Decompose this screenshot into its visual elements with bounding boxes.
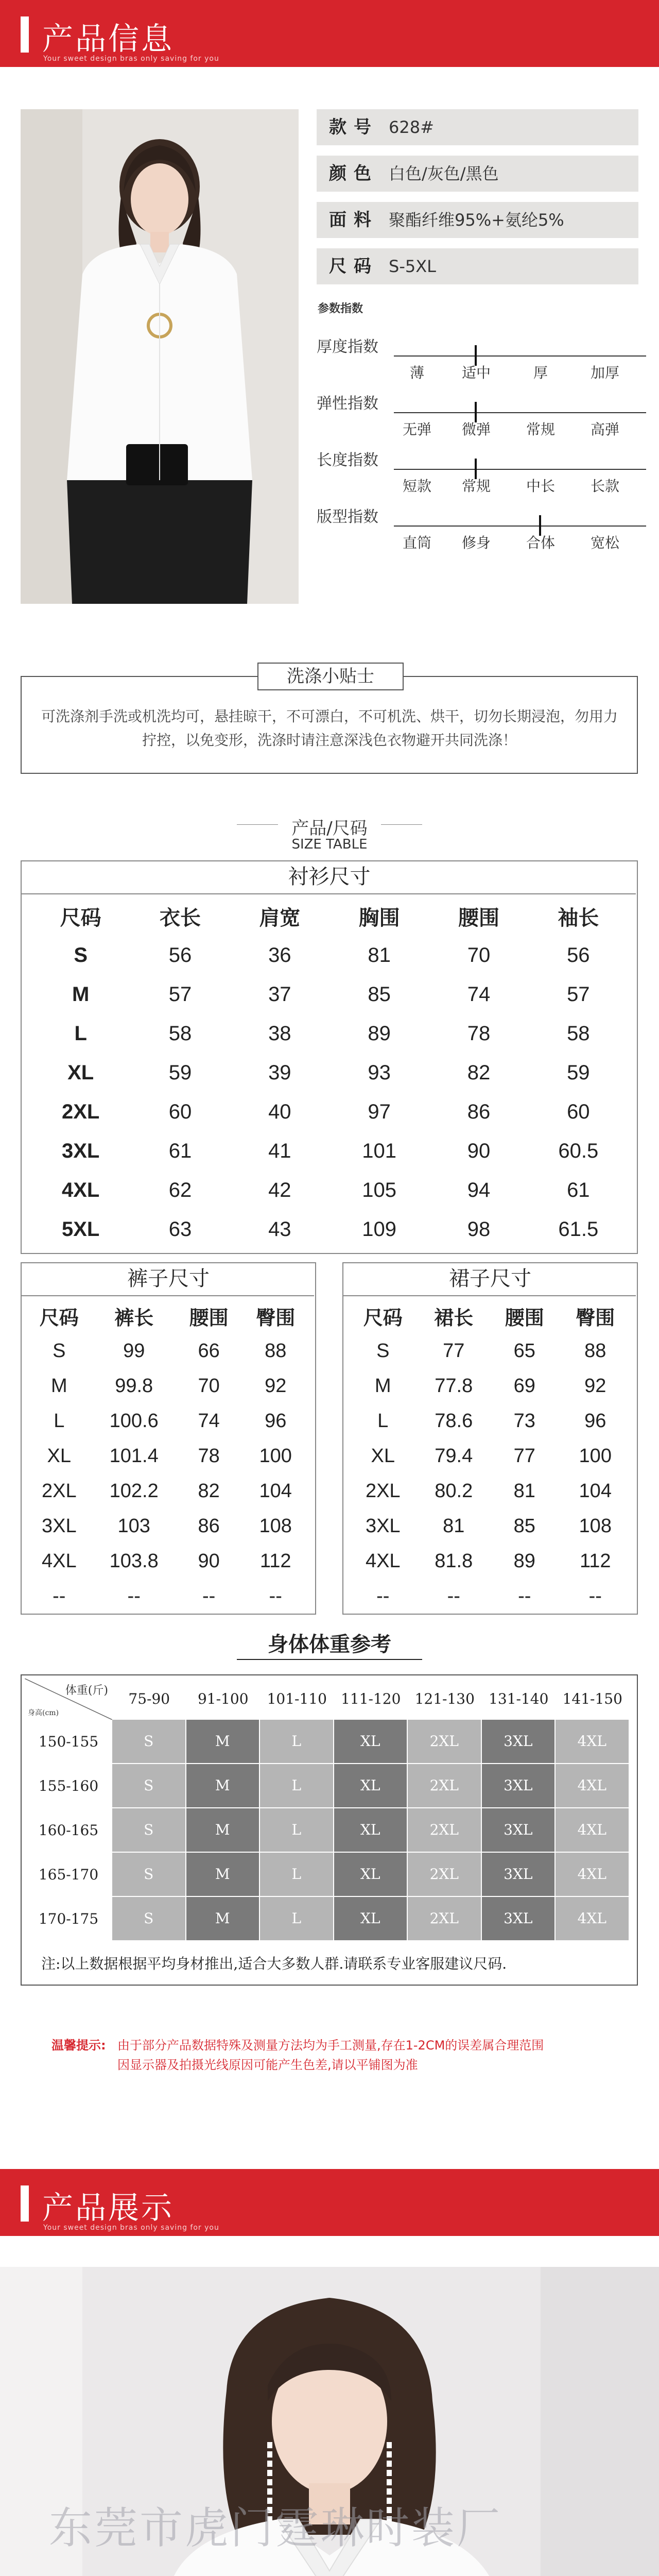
weight-range-header: 111-120 [341, 1690, 401, 1707]
size-cell: M [186, 1720, 259, 1763]
size-cell: L [260, 1764, 333, 1807]
table-cell: 92 [584, 1375, 606, 1397]
index-scale-line [394, 412, 646, 413]
weight-range-header: 131-140 [489, 1690, 549, 1707]
table-header-cell: 裤长 [114, 1307, 154, 1329]
table-cell: 36 [268, 943, 291, 967]
table-cell: 61 [168, 1139, 192, 1162]
corner-cell [25, 1679, 112, 1720]
attr-value: S-5XL [389, 257, 436, 276]
table-cell: 100 [579, 1445, 612, 1467]
table-cell: 5XL [61, 1217, 100, 1241]
table-cell: 41 [268, 1139, 291, 1162]
table-cell: 70 [467, 943, 491, 967]
size-cell: S [112, 1720, 185, 1763]
table-cell: S [376, 1340, 390, 1362]
table-header-cell: 臀围 [256, 1307, 296, 1329]
index-option: 无弹 [402, 421, 431, 438]
product-photo [21, 109, 299, 604]
display-photo-1 [0, 2267, 659, 2576]
table-row [31, 1171, 628, 1210]
height-range-label: 155-160 [38, 1777, 99, 1794]
attr-key: 款号 [329, 117, 378, 138]
table-header-cell: 腰围 [189, 1307, 229, 1329]
size-cell: 2XL [408, 1808, 481, 1852]
table-cell: 77.8 [435, 1375, 473, 1397]
height-range-label: 170-175 [38, 1910, 99, 1927]
wash-text: 可洗涤剂手洗或机洗均可，悬挂晾干，不可漂白，不可机洗、烘干，切勿长期浸泡，勿用力拧控，以免变形，洗涤时请注意深浅色衣物避开共同洗涤！ [41, 708, 618, 749]
table-cell: 57 [567, 982, 590, 1006]
table-row [26, 1333, 309, 1368]
size-cell: XL [334, 1764, 407, 1807]
height-range-label: 165-170 [38, 1866, 99, 1883]
table-cell: -- [376, 1585, 390, 1607]
index-elasticity [317, 381, 646, 438]
attr-row-color [317, 156, 638, 192]
table-header-row [348, 1298, 631, 1333]
size-cell: 4XL [556, 1897, 629, 1940]
weight-range-header: 75-90 [128, 1690, 170, 1707]
table-row [26, 1509, 309, 1544]
wash-tips [0, 644, 659, 799]
attr-row-fabric [317, 202, 638, 238]
table-cell: 65 [513, 1340, 535, 1362]
table-cell: S [53, 1340, 66, 1362]
table-cell: 89 [368, 1022, 391, 1045]
table-cell: 81 [368, 943, 391, 967]
table-cell: 73 [513, 1410, 535, 1432]
height-range-label: 160-165 [38, 1822, 99, 1839]
table-cell: 56 [567, 943, 590, 967]
table-cell: 105 [362, 1178, 397, 1201]
table-cell: 2XL [41, 1480, 77, 1502]
table-cell: 58 [567, 1022, 590, 1045]
weight-range-header: 121-130 [414, 1690, 475, 1707]
index-label: 长度指数 [317, 451, 378, 469]
pants-table-title: 裤子尺寸 [127, 1267, 210, 1291]
shirt-size-table [31, 896, 628, 1249]
table-cell: 96 [584, 1410, 606, 1432]
table-cell: 104 [579, 1480, 612, 1502]
table-header-cell: 尺码 [363, 1307, 403, 1329]
skirt-size-table [348, 1298, 631, 1614]
table-cell: -- [447, 1585, 460, 1607]
table-cell: 90 [467, 1139, 491, 1162]
table-header-cell: 袖长 [558, 906, 599, 929]
table-row [26, 1368, 309, 1403]
table-cell: 88 [584, 1340, 606, 1362]
table-cell: 82 [467, 1061, 491, 1084]
index-option: 修身 [461, 534, 491, 551]
table-cell: 101 [362, 1139, 397, 1162]
table-row [348, 1544, 631, 1579]
attr-key: 颜色 [329, 163, 378, 184]
size-title-en: SIZE TABLE [291, 837, 368, 852]
size-cell: S [112, 1808, 185, 1852]
size-cell: L [260, 1897, 333, 1940]
table-header-cell: 裙长 [434, 1307, 474, 1329]
table-row [26, 1403, 309, 1438]
table-row [26, 1473, 309, 1509]
table-cell: 40 [268, 1100, 291, 1123]
table-cell: 102.2 [109, 1480, 159, 1502]
size-cell: 4XL [556, 1808, 629, 1852]
size-cell: 3XL [482, 1808, 555, 1852]
size-cell: L [260, 1808, 333, 1852]
table-cell: 99 [123, 1340, 145, 1362]
index-scale-line [394, 526, 646, 527]
table-cell: 3XL [61, 1139, 100, 1162]
table-cell: 3XL [365, 1515, 401, 1537]
table-cell: 43 [268, 1217, 291, 1241]
table-cell: XL [47, 1445, 72, 1467]
index-thickness [317, 325, 646, 381]
size-cell: L [260, 1720, 333, 1763]
index-option: 短款 [402, 478, 431, 495]
size-cell: S [112, 1853, 185, 1896]
size-cell: 2XL [408, 1764, 481, 1807]
table-cell: L [54, 1410, 65, 1432]
attr-value: 聚酯纤维95%+氨纶5% [389, 210, 564, 230]
table-cell: 85 [368, 982, 391, 1006]
product-info [0, 98, 659, 644]
table-cell: -- [202, 1585, 216, 1607]
index-option: 加厚 [590, 364, 619, 381]
table-row [31, 1092, 628, 1131]
index-label: 厚度指数 [317, 338, 378, 356]
table-cell: M [72, 982, 90, 1006]
size-cell: S [112, 1764, 185, 1807]
pants-size-table [26, 1298, 309, 1614]
wash-title: 洗涤小贴士 [257, 663, 404, 690]
table-row [348, 1473, 631, 1509]
table-cell: 98 [467, 1217, 491, 1241]
table-cell: 97 [368, 1100, 391, 1123]
table-cell: 112 [259, 1550, 291, 1572]
table-cell: 4XL [41, 1550, 77, 1572]
attr-value: 白色/灰色/黑色 [389, 164, 499, 183]
table-cell: 78.6 [435, 1410, 473, 1432]
divider-line [342, 1295, 636, 1296]
divider-line [21, 1295, 314, 1296]
table-cell: M [50, 1375, 67, 1397]
table-cell: 78 [198, 1445, 220, 1467]
size-cell: XL [334, 1720, 407, 1763]
watermark-text: 东莞市虎门霆琳时装厂 [49, 2503, 502, 2553]
table-cell: 103 [117, 1515, 150, 1537]
table-row [348, 1509, 631, 1544]
attr-key: 面料 [329, 210, 378, 230]
info-section-header [0, 0, 659, 98]
table-cell: 108 [259, 1515, 292, 1537]
index-option: 宽松 [590, 534, 619, 551]
index-label: 弹性指数 [317, 395, 378, 413]
table-cell: 60 [168, 1100, 192, 1123]
table-cell: XL [371, 1445, 395, 1467]
table-cell: 38 [268, 1022, 291, 1045]
table-cell: 60.5 [558, 1139, 599, 1162]
table-header-row [26, 1298, 309, 1333]
shirt-table-title: 衬衫尺寸 [288, 865, 371, 889]
table-row [26, 1579, 309, 1614]
corner-weight-label: 体重(斤) [65, 1684, 108, 1697]
table-cell: 70 [198, 1375, 220, 1397]
table-cell: XL [67, 1061, 94, 1084]
table-cell: 108 [579, 1515, 612, 1537]
table-cell: 81.8 [435, 1550, 473, 1572]
index-length [317, 438, 646, 495]
weight-range-header: 141-150 [562, 1690, 622, 1707]
table-cell: 74 [467, 982, 491, 1006]
table-cell: 57 [168, 982, 192, 1006]
index-option: 高弹 [590, 421, 619, 438]
index-option: 常规 [526, 421, 555, 438]
size-table-header [0, 799, 659, 860]
table-row [348, 1368, 631, 1403]
index-scale-line [394, 469, 646, 470]
size-cell: S [112, 1897, 185, 1940]
size-cell: M [186, 1897, 259, 1940]
size-cell: 3XL [482, 1897, 555, 1940]
weight-range-header: 91-100 [197, 1690, 249, 1707]
index-fit [317, 495, 646, 551]
display-section-subtitle: Your sweet design bras only saving for you [43, 2224, 219, 2232]
table-cell: 61.5 [558, 1217, 599, 1241]
size-cell: XL [334, 1808, 407, 1852]
table-cell: 81 [513, 1480, 535, 1502]
table-cell: 37 [268, 982, 291, 1006]
table-cell: 66 [198, 1340, 220, 1362]
table-cell: L [377, 1410, 389, 1432]
table-cell: 56 [168, 943, 192, 967]
table-cell: 80.2 [435, 1480, 473, 1502]
table-cell: 88 [265, 1340, 287, 1362]
table-cell: 94 [467, 1178, 491, 1201]
size-cell: M [186, 1853, 259, 1896]
body-weight-reference [0, 1623, 659, 2169]
index-option: 适中 [461, 364, 491, 381]
table-row [348, 1579, 631, 1614]
params-title: 参数指数 [318, 302, 363, 315]
index-option: 长款 [590, 478, 619, 495]
info-section-title: 产品信息 [42, 21, 174, 57]
warm-tip-text-2: 因显示器及拍摄光线原因可能产生色差,请以平铺图为准 [117, 2058, 418, 2072]
attr-key: 尺码 [329, 256, 378, 277]
table-cell: 60 [567, 1100, 590, 1123]
table-cell: 39 [268, 1061, 291, 1084]
shirt-size-section [0, 860, 659, 1262]
body-ref-note: 注:以上数据根据平均身材推出,适合大多数人群.请联系专业客服建议尺码. [41, 1955, 507, 1972]
table-cell: 109 [362, 1217, 397, 1241]
table-cell: 58 [168, 1022, 192, 1045]
table-cell: -- [127, 1585, 141, 1607]
height-range-label: 150-155 [38, 1733, 99, 1750]
index-label: 版型指数 [317, 508, 378, 526]
warm-tip-label: 温馨提示: [51, 2038, 106, 2053]
table-row [26, 1544, 309, 1579]
table-cell: 82 [198, 1480, 220, 1502]
table-cell: 42 [268, 1178, 291, 1201]
table-cell: S [74, 943, 88, 967]
table-cell: 93 [368, 1061, 391, 1084]
table-cell: 112 [579, 1550, 611, 1572]
table-header-cell: 胸围 [358, 906, 400, 929]
table-cell: 69 [513, 1375, 535, 1397]
body-ref-title: 身体体重参考 [268, 1633, 391, 1656]
header-tab-mark [21, 16, 29, 53]
table-row [31, 936, 628, 975]
table-cell: 59 [567, 1061, 590, 1084]
table-cell: 79.4 [435, 1445, 473, 1467]
size-cell: 2XL [408, 1720, 481, 1763]
table-cell: 100 [259, 1445, 292, 1467]
index-option: 直筒 [402, 534, 431, 551]
attr-row-style-no [317, 109, 638, 145]
size-cell: 4XL [556, 1853, 629, 1896]
table-cell: 101.4 [109, 1445, 159, 1467]
table-cell: 86 [198, 1515, 220, 1537]
table-row [31, 975, 628, 1014]
size-cell: 2XL [408, 1853, 481, 1896]
size-title-cn: 产品/尺码 [291, 818, 368, 839]
table-cell: 78 [467, 1022, 491, 1045]
weight-range-header: 101-110 [267, 1690, 327, 1707]
table-cell: -- [588, 1585, 602, 1607]
table-cell: 96 [265, 1410, 287, 1432]
size-cell: 4XL [556, 1720, 629, 1763]
index-scale-line [394, 355, 646, 357]
pants-skirt-section [0, 1262, 659, 1623]
table-header-cell: 臀围 [576, 1307, 615, 1329]
index-option: 薄 [409, 364, 424, 381]
table-header-row [31, 896, 628, 936]
table-cell: 89 [513, 1550, 535, 1572]
size-cell: XL [334, 1897, 407, 1940]
table-cell: 74 [198, 1410, 220, 1432]
table-cell: L [74, 1022, 87, 1045]
table-cell: 99.8 [115, 1375, 153, 1397]
table-row [348, 1403, 631, 1438]
table-cell: 4XL [365, 1550, 401, 1572]
table-cell: 103.8 [109, 1550, 159, 1572]
index-option: 中长 [526, 478, 555, 495]
title-underline [237, 1659, 422, 1660]
index-option: 合体 [526, 534, 555, 551]
table-cell: -- [53, 1585, 66, 1607]
table-cell: 4XL [61, 1178, 100, 1201]
size-cell: L [260, 1853, 333, 1896]
size-cell: 4XL [556, 1764, 629, 1807]
size-cell: M [186, 1808, 259, 1852]
table-cell: 77 [513, 1445, 535, 1467]
table-cell: 77 [443, 1340, 465, 1362]
table-cell: 2XL [365, 1480, 401, 1502]
attr-value: 628# [389, 117, 434, 137]
table-row [31, 1131, 628, 1171]
warm-tip-text-1: 由于部分产品数据特殊及测量方法均为手工测量,存在1-2CM的误差属合理范围 [117, 2038, 544, 2053]
table-cell: 63 [168, 1217, 192, 1241]
table-header-cell: 尺码 [60, 906, 101, 929]
table-cell: 2XL [61, 1100, 100, 1123]
table-cell: 100.6 [109, 1410, 159, 1432]
size-cell: M [186, 1764, 259, 1807]
table-row [31, 1053, 628, 1092]
table-cell: 85 [513, 1515, 535, 1537]
table-header-cell: 腰围 [505, 1307, 544, 1329]
table-cell: 81 [443, 1515, 465, 1537]
size-cell: XL [334, 1853, 407, 1896]
header-tab-mark [21, 2185, 29, 2222]
table-cell: -- [518, 1585, 531, 1607]
index-option: 常规 [461, 478, 491, 495]
table-header-cell: 肩宽 [259, 906, 301, 929]
skirt-table-title: 裙子尺寸 [449, 1267, 531, 1291]
table-cell: 104 [259, 1480, 292, 1502]
table-row [26, 1438, 309, 1473]
divider-line [21, 893, 636, 894]
attr-row-size [317, 248, 638, 284]
index-option: 厚 [533, 364, 548, 381]
table-cell: 86 [467, 1100, 491, 1123]
table-row [348, 1438, 631, 1473]
table-header-cell: 衣长 [159, 906, 201, 929]
table-cell: 90 [198, 1550, 220, 1572]
table-cell: M [374, 1375, 391, 1397]
table-cell: -- [269, 1585, 282, 1607]
table-cell: 61 [567, 1178, 590, 1201]
table-cell: 92 [265, 1375, 287, 1397]
index-option: 微弹 [461, 421, 491, 438]
table-row [31, 1014, 628, 1053]
table-header-cell: 尺码 [39, 1307, 79, 1329]
table-cell: 59 [168, 1061, 192, 1084]
size-cell: 3XL [482, 1764, 555, 1807]
size-cell: 2XL [408, 1897, 481, 1940]
table-row [348, 1333, 631, 1368]
display-section-header [0, 2169, 659, 2267]
size-cell: 3XL [482, 1720, 555, 1763]
display-section-title: 产品展示 [42, 2190, 174, 2226]
table-cell: 62 [168, 1178, 192, 1201]
table-row [31, 1210, 628, 1249]
size-cell: 3XL [482, 1853, 555, 1896]
corner-height-label: 身高(cm) [28, 1709, 59, 1717]
table-header-cell: 腰围 [458, 906, 499, 929]
table-cell: 3XL [41, 1515, 77, 1537]
info-section-subtitle: Your sweet design bras only saving for you [43, 55, 219, 63]
